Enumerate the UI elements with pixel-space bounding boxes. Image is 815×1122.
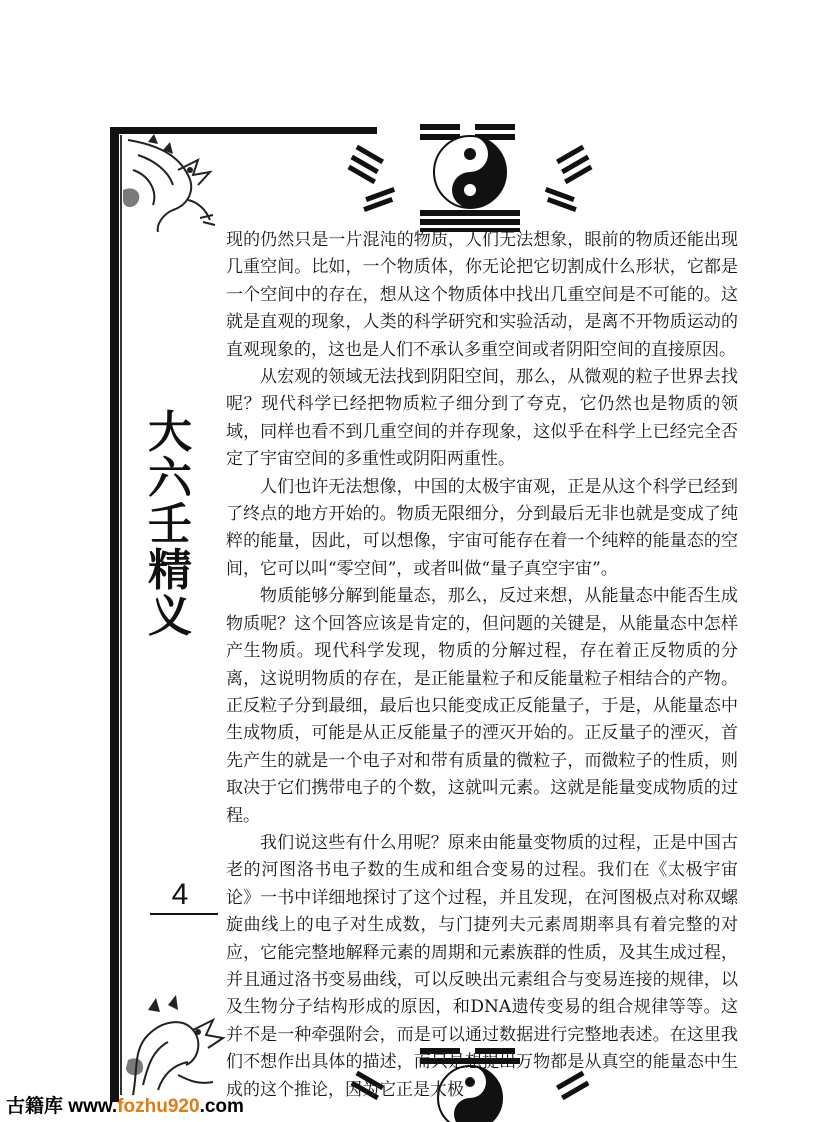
site-name: 古籍库 [6,1096,64,1117]
taiji-bagua-emblem-top [345,122,595,232]
side-title-char: 大 [148,407,192,458]
side-title-char: 壬 [148,499,192,550]
side-title-char: 精 [148,545,192,596]
side-title-char: 义 [148,591,192,642]
page-number-underline [150,913,218,915]
left-border-bar [110,127,119,1102]
site-url-prefix: www. [68,1096,118,1117]
site-url-suffix: .com [199,1096,244,1117]
paragraph: 从宏观的领域无法找到阴阳空间，那么，从微观的粒子世界去找呢？现代科学已经把物质粒子细分到了夸克，它仍然也是物质的领域，同样也看不到几重空间的并存现象，这似乎在科学上已经完全否定了宇宙空间的多重性或阴阳两重性。 [226,367,738,470]
site-url-highlight: fozhu920 [117,1096,200,1117]
dragon-ornament-bottom [118,990,228,1100]
body-text [226,227,738,1104]
side-book-title [140,407,200,642]
page-number: 4 [171,878,189,911]
side-title-char: 六 [148,453,192,504]
watermark-footer [6,1091,244,1118]
paragraph: 现的仍然只是一片混沌的物质，人们无法想象，眼前的物质还能出现几重空间。比如，一个物质体，你无论把它切割成什么形状，它都是一个空间中的存在，想从这个物质体中找出几重空间是不可能的。这就是直观的现象，人类的科学研究和实验活动，是离不开物质运动的直观现象的，这也是人们不承认多重空间或者阴阳空间的直接原因。 [226,230,738,360]
left-border-inner-line [120,135,122,1095]
paragraph: 我们说这些有什么用呢？原来由能量变物质的过程，正是中国古老的河图洛书电子数的生成和组合变易的过程。我们在《太极宇宙论》一书中详细地探讨了这个过程，并且发现，在河图极点对称双螺旋曲线上的电子对生成数，与门捷列夫元素周期率具有着完整的对应，它能完整地解释元素的周期和元素族群的性质，及其生成过程，并且通过洛书变易曲线，可以反映出元素组合与变易连接的规律，以及生物分子结构形成的原因，和DNA遗传变易的组合规律等等。这并不是一种牵强附会，而是可以通过数据进行完整地表述。在这里我们不想作出具体的描述，而只是想提出万物都是从真空的能量态中生成的这个推论，因为它正是太极 [226,832,738,1100]
dragon-ornament-top [118,130,218,235]
paragraph: 人们也许无法想像，中国的太极宇宙观，正是从这个科学已经到了终点的地方开始的。物质无限细分，分到最后无非也就是变成了纯粹的能量，因此，可以想像，宇宙可能存在着一个纯粹的能量态的空间，它可以叫“零空间”，或者叫做“量子真空宇宙”。 [226,476,738,579]
paragraph: 物质能够分解到能量态，那么，反过来想，从能量态中能否生成物质呢？这个回答应该是肯定的，但问题的关键是，从能量态中怎样产生物质。现代科学发现，物质的分解过程，存在着正反物质的分离，这说明物质的存在，是正能量粒子和反能量粒子相结合的产物。正反粒子分到最细，最后也只能变成正反能量子，于是，从能量态中生成物质，可能是从正反能量子的湮灭开始的。正反量子的湮灭，首先产生的就是一个电子对和带有质量的微粒子，而微粒子的性质，则取决于它们携带电子的个数，这就叫元素。这就是能量变成物质的过程。 [226,586,738,826]
